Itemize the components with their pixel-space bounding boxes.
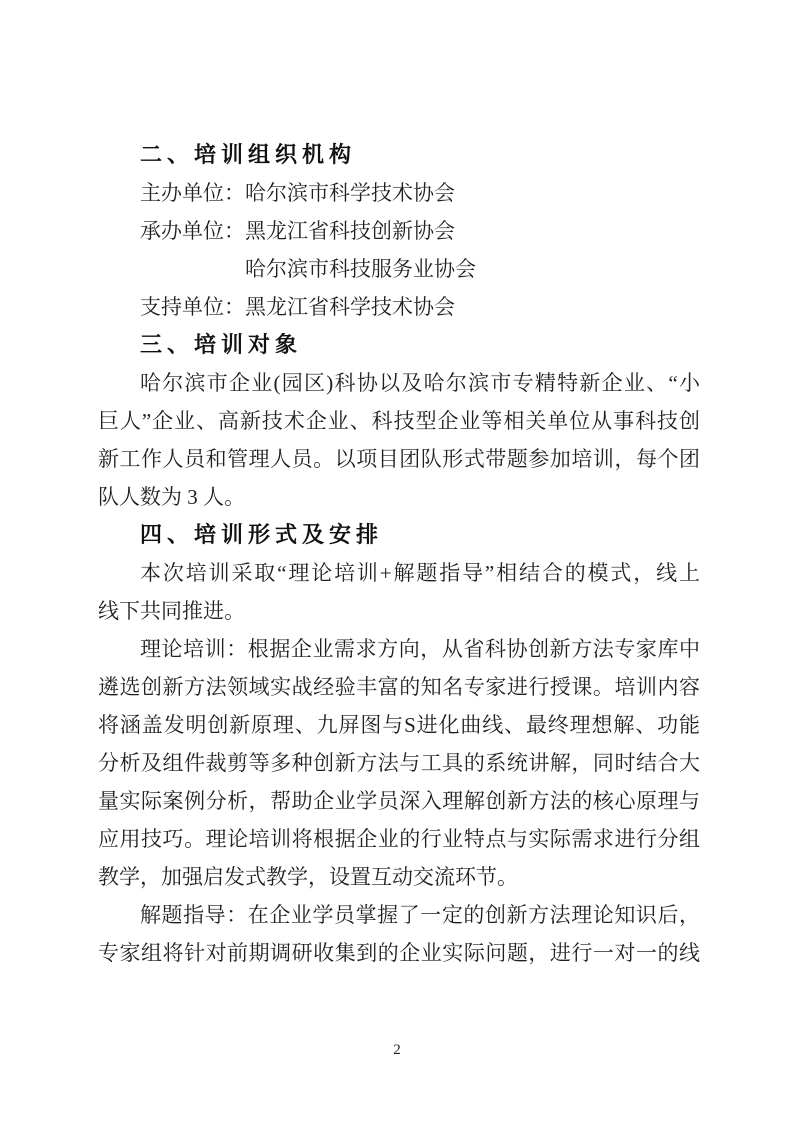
text-line: 巨人”企业、高新技术企业、科技型企业等相关单位从事科技创 [98, 409, 700, 433]
section-heading-format: 四、培训形式及安排 [140, 522, 384, 547]
page-number: 2 [393, 1042, 401, 1058]
text-line: 线下共同推进。 [98, 599, 245, 623]
text-line-host-unit: 主办单位：哈尔滨市科学技术协会 [140, 181, 455, 205]
text-line: 解题指导：在企业学员掌握了一定的创新方法理论知识后， [140, 903, 700, 927]
text-line: 分析及组件裁剪等多种创新方法与工具的系统讲解，同时结合大 [98, 751, 700, 775]
text-line: 应用技巧。理论培训将根据企业的行业特点与实际需求进行分组 [98, 827, 700, 851]
text-line-support-unit: 支持单位：黑龙江省科学技术协会 [140, 295, 455, 319]
text-line: 专家组将针对前期调研收集到的企业实际问题，进行一对一的线 [98, 941, 700, 965]
text-line: 将涵盖发明创新原理、九屏图与S进化曲线、最终理想解、功能 [98, 713, 700, 737]
document-body [98, 136, 700, 972]
section-heading-organization: 二、培训组织机构 [140, 142, 357, 167]
text-line: 哈尔滨市企业(园区)科协以及哈尔滨市专精特新企业、“小 [140, 371, 700, 395]
text-line: 理论培训：根据企业需求方向，从省科协创新方法专家库中 [140, 637, 700, 661]
text-line: 新工作人员和管理人员。以项目团队形式带题参加培训，每个团 [98, 447, 700, 471]
text-line: 本次培训采取“理论培训+解题指导”相结合的模式，线上 [140, 561, 700, 585]
text-line: 教学，加强启发式教学，设置互动交流环节。 [98, 865, 518, 889]
text-line: 队人数为 3 人。 [98, 485, 245, 509]
text-line-organizer-unit: 承办单位：黑龙江省科技创新协会 [140, 219, 455, 243]
text-line: 量实际案例分析，帮助企业学员深入理解创新方法的核心原理与 [98, 789, 700, 813]
section-heading-audience: 三、培训对象 [140, 332, 303, 357]
text-line-organizer-unit-2: 哈尔滨市科技服务业协会 [245, 257, 476, 281]
text-line: 遴选创新方法领域实战经验丰富的知名专家进行授课。培训内容 [98, 675, 700, 699]
